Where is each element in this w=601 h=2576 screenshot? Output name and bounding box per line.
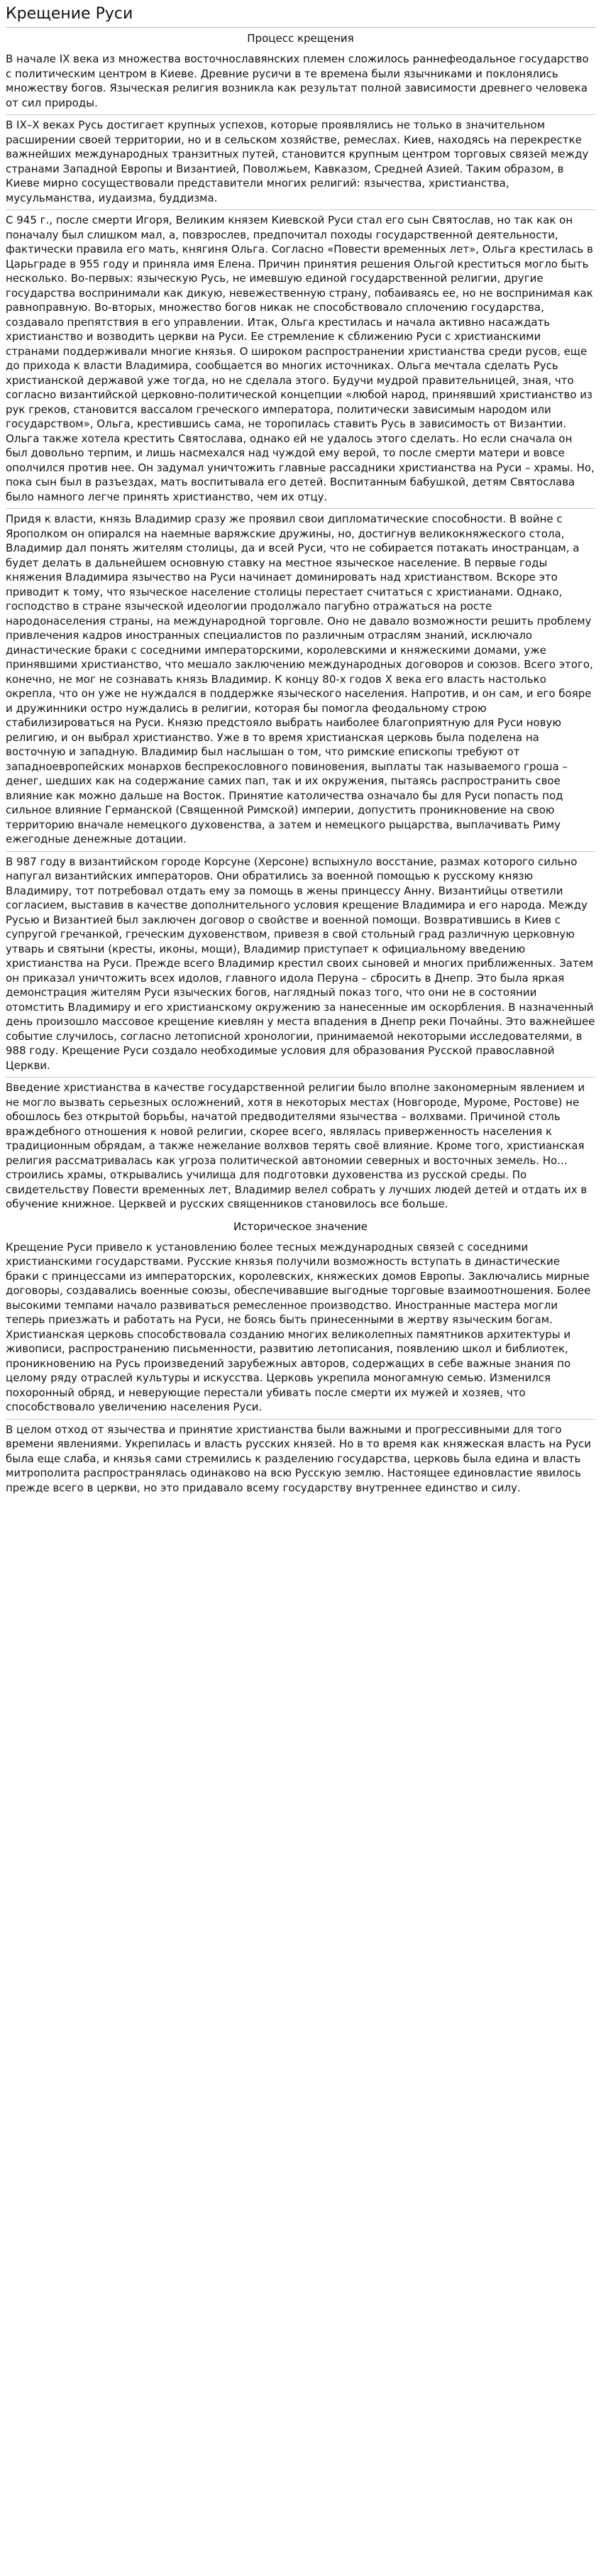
paragraph: Крещение Руси привело к установлению более тесных международных связей с соседними христианскими государствами. Русские князья получили возможность вступать в династические браки с принцессами из императорских, королевских, княжеских домов Европы. Заключались мирные договоры, создавались военные союзы, обеспечивавшие выгодные торговые взаимоотношения. Более высокими темпами начало развиваться ремесленное производство. Иностранные мастера могли теперь приезжать и работать на Руси, не боясь быть принесенными в жертву языческим богам. Христианская церковь способствовала созданию многих великолепных памятников архитектуры и живописи, распространению письменности, развитию летописания, появлению школ и библиотек, проникновению на Русь произведений зарубежных авторов, содержащих в себе важные знания по целому ряду отраслей культуры и искусства. Церковь укрепила моногамную семью. Изменился похоронный обряд, и неверующие перестали убивать после смерти их мужей и хозяев, что способствовало увеличению населения Руси. (6, 1237, 595, 1420)
paragraph: В целом отход от язычества и принятие христианства были важными и прогрессивными для того времени явлениями. Укрепилась и власть русских князей. Но в то время как княжеская власть на Руси была еще слаба, и князья сами стремились к разделению государства, церковь была едина и власть митрополита распространялась одинаково на всю Русскую землю. Настоящее единовластие явилось прежде всего в церкви, но это придавало всему государству внутреннее единство и силу. (6, 1423, 592, 1494)
paragraph: Введение христианства в качестве государственной религии было вполне закономерным явлением и не могло вызвать серьезных осложнений, хотя в некоторых местах (Новгороде, Муроме, Ростове) не обошлось без открытой борьбы, начатой предводителями язычества – волхвами. Причиной столь враждебного отношения к новой религии, скорее всего, являлась приверженность населения к традиционным обрядам, а также нежелание волхвов терять своё влияние. Кроме того, христианская религия рассматривалась как угроза политической автономии северных и восточных земель. Но... строились храмы, открывались училища для подготовки духовенства из русской среды. По свидетельству Повести временных лет, Владимир велел собрать у лучших людей детей и отдать их в обучение книжное. Церквей и русских священников становилось все больше. (6, 1081, 588, 1210)
section-process (6, 31, 595, 1216)
paragraph: Придя к власти, князь Владимир сразу же проявил свои дипломатические способности. В войне с Ярополком он опирался на наемные варяжские дружины, но, достигнув великокняжеского стола, Владимир дал понять жителям столицы, да и всей Руси, что не собирается потакать иностранцам, а будет делать в дальнейшем основную ставку на местное языческое население. В первые годы княжения Владимира язычество на Руси начинает доминировать над христианством. Вскоре это приводит к тому, что языческое население столицы перестает считаться с христианами. Однако, господство в стране языческой идеологии продолжало пагубно отражаться на росте народонаселения страны, на международной торговле. Оно не давало возможности решить проблему привлечения кадров иностранных специалистов по различным отраслям знаний, исключало династические браки с соседними императорскими, королевскими и княжескими домами, уже принявшими христианство, что мешало заключению международных договоров и союзов. Всего этого, конечно, не мог не сознавать князь Владимир. К концу 80-х годов X века его власть настолько окрепла, что он уже не нуждался в поддержке языческого населения. Напротив, и он сам, и его бояре и дружинники остро нуждались в религии, которая бы помогла феодальному строю стабилизироваться на Руси. Князю предстояло выбрать наиболее благоприятную для Руси новую религию, и он выбрал христианство. Уже в то время христианская церковь была поделена на восточную и западную. Владимир был наслышан о том, что римские епископы требуют от западноевропейских монархов беспрекословного повиновения, выплаты так называемого гроша – денег, шедших как на содержание самих пап, так и их окружения, пытаясь распространить свое влияние как можно дальше на Восток. Принятие католичества означало бы для Руси попасть под сильное влияние Германской (Священной Римской) империи, допустить проникновение на свою территорию вначале немецкого духовенства, а затем и немецкого рыцарства, выплачивать Риму ежегодные денежные дотации. (6, 509, 595, 852)
paragraph: В IX–X веках Русь достигает крупных успехов, которые проявлялись не только в значительном расширении своей территории, но и в сельском хозяйстве, ремеслах. Киев, находясь на перекрестке важнейших международных транзитных путей, становится крупным центром торговых связей между странами Западной Европы и Византией, Поволжьем, Кавказом, Средней Азией. Таким образом, в Киеве мирно сосуществовали представители многих религий: язычества, христианства, мусульманства, иудаизма, буддизма. (6, 115, 595, 210)
section-historical-significance (6, 1219, 595, 1500)
paragraph: С 945 г., после смерти Игоря, Великим князем Киевской Руси стал его сын Святослав, но так как он поначалу был слишком мал, а, повзрослев, предпочитал походы государственной деятельности, фактически правила его мать, княгиня Ольга. Согласно «Повести временных лет», Ольга крестилась в Царьграде в 955 году и приняла имя Елена. Причин принятия решения Ольгой креститься могло быть несколько. Во-первых: языческую Русь, не имевшую единой государственной религии, другие государства воспринимали как дикую, невежественную страну, побаиваясь ее, но не воспринимая как равноправную. Во-вторых, множество богов никак не способствовало сплочению государства, создавало препятствия в его управлении. Итак, Ольга крестилась и начала активно насаждать христианство и возводить церкви на Руси. Ее стремление к сближению Руси с христианскими странами поддерживали многие князья. О широком распространении христианства среди русов, еще до прихода к власти Владимира, сообщается во многих источниках. Ольга мечтала сделать Русь христианской державой уже тогда, но не сделала этого. Будучи мудрой правительницей, зная, что согласно византийской церковно-политической концепции «любой народ, принявший христианство из рук греков, становится вассалом греческого императора, политически зависимым народом или государством», Ольга, крестившись сама, не торопилась ставить Русь в зависимость от Византии. Ольга также хотела крестить Святослава, однако ей не удалось этого сделать. Но если сначала он был довольно терпим, и лишь насмехался над чуждой ему верой, то после смерти матери и вовсе ополчился против нее. Он задумал уничтожить главные рассадники христианства на Руси – храмы. Но, пока сын был в разъездах, мать воспитывала его детей. Воспитанным бабушкой, детям Святослава было намного легче принять христианство, чем их отцу. (6, 210, 595, 509)
paragraph: В 987 году в византийском городе Корсуне (Херсоне) вспыхнуло восстание, размах которого сильно напугал византийских императоров. Они обратились за военной помощью к русскому князю Владимиру, тот потребовал отдать ему за помощь в жены принцессу Анну. Византийцы ответили согласием, выставив в качестве дополнительного условия крещение Владимира и его народа. Между Русью и Византией был заключен договор о свойстве и военной помощи. Возвратившись в Киев с супругой гречанкой, греческим духовенством, привезя в свой стольный град различную церковную утварь и святыни (кресты, иконы, мощи), Владимир приступает к официальному введению христианства на Руси. Прежде всего Владимир крестил своих сыновей и многих приближенных. Затем он приказал уничтожить всех идолов, главного идола Перуна – сбросить в Днепр. Это была яркая демонстрация жителям Руси языческих богов, наглядный показ того, что они не в состоянии отомстить Владимиру и его христианскому окружению за нанесенные им оскорбления. В назначенный день произошло массовое крещение киевлян у места впадения в Днепр реки Почайны. Это важнейшее событие случилось, согласно летописной хронологии, принимаемой некоторыми исследователями, в 988 году. Крещение Руси создало необходимые условия для образования Русской православной Церкви. (6, 852, 595, 1078)
page-title: Крещение Руси (6, 4, 595, 28)
section-heading: Историческое значение (233, 1220, 368, 1233)
section-heading: Процесс крещения (247, 32, 354, 45)
paragraph: В начале IX века из множества восточнославянских племен сложилось раннефеодальное государство с политическим центром в Киеве. Древние русичи в те времена были язычниками и поклонялись множеству богов. Языческая религия возникла как результат полной зависимости древнего человека от сил природы. (6, 49, 595, 115)
